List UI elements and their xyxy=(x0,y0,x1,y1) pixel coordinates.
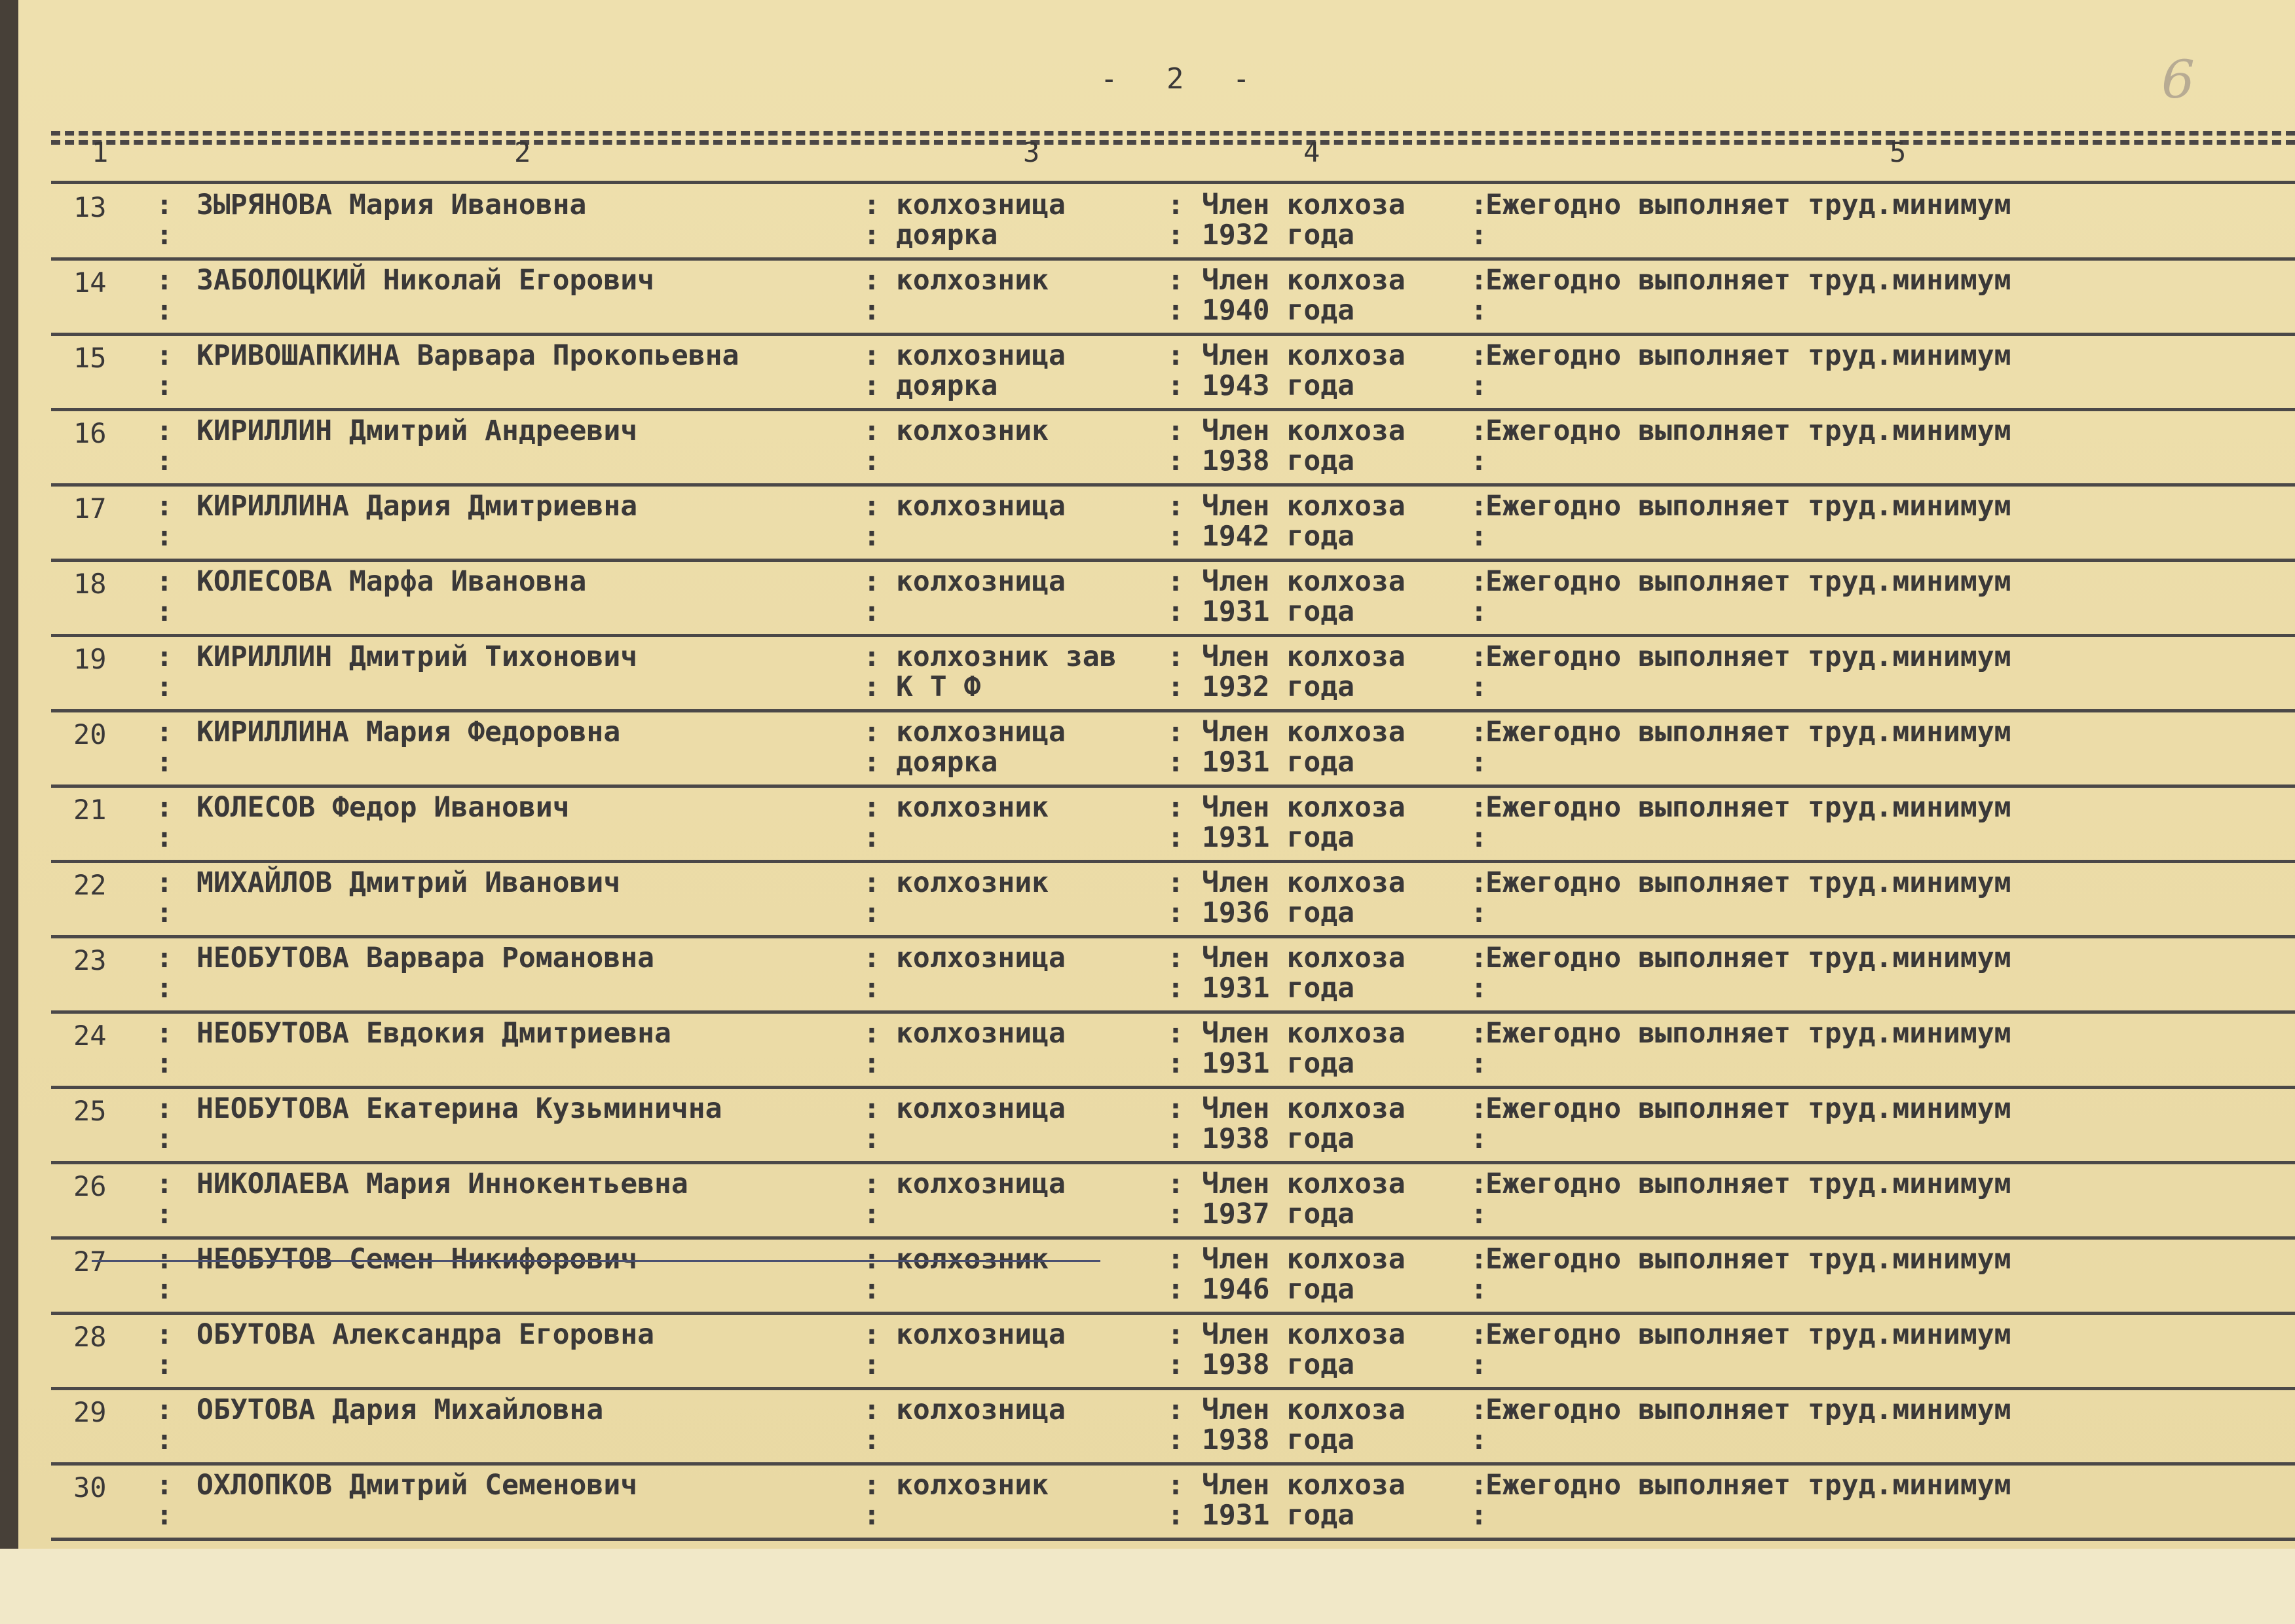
col-separator: : xyxy=(863,369,880,402)
col-separator: : xyxy=(863,339,880,372)
occupation: колхозница xyxy=(896,1168,1066,1200)
col-separator: : xyxy=(1167,1499,1184,1532)
col-separator: : xyxy=(1470,520,1487,553)
membership-status: Член колхоза xyxy=(1202,1393,1406,1426)
col-separator: : xyxy=(1167,1168,1184,1200)
membership-year: 1942 года xyxy=(1202,520,1354,553)
row-rule xyxy=(51,408,2295,411)
membership-status: Член колхоза xyxy=(1202,1017,1406,1050)
membership-status: Член колхоза xyxy=(1202,1243,1406,1276)
membership-year: 1931 года xyxy=(1202,972,1354,1005)
col-separator: : xyxy=(1470,1243,1487,1276)
col-separator: : xyxy=(1470,866,1487,899)
remark: Ежегодно выполняет труд.минимум xyxy=(1485,791,2011,824)
col-separator: : xyxy=(156,1047,173,1080)
header-rule xyxy=(51,181,2295,184)
member-name: КОЛЕСОВА Марфа Ивановна xyxy=(196,565,587,598)
col-separator: : xyxy=(1167,716,1184,748)
col-separator: : xyxy=(156,746,173,779)
member-name: КРИВОШАПКИНА Варвара Прокопьевна xyxy=(196,339,739,372)
col-separator: : xyxy=(156,1393,173,1426)
occupation: колхозник xyxy=(896,1469,1049,1502)
header-col-1: 1 xyxy=(92,136,109,168)
member-name: НЕОБУТОВА Варвара Романовна xyxy=(196,942,654,974)
col-separator: : xyxy=(156,942,173,974)
row-number: 29 xyxy=(73,1396,107,1428)
row-rule xyxy=(51,1538,2295,1541)
col-separator: : xyxy=(1167,1017,1184,1050)
remark: Ежегодно выполняет труд.минимум xyxy=(1485,565,2011,598)
col-separator: : xyxy=(1167,1348,1184,1381)
col-separator: : xyxy=(156,189,173,221)
col-separator: : xyxy=(1470,640,1487,673)
occupation: колхозница xyxy=(896,1318,1066,1351)
col-separator: : xyxy=(1167,1092,1184,1125)
occupation: колхозник xyxy=(896,415,1049,447)
row-number: 18 xyxy=(73,568,107,600)
col-separator: : xyxy=(1470,1469,1487,1502)
col-separator: : xyxy=(1470,415,1487,447)
header-col-2: 2 xyxy=(514,136,531,168)
col-separator: : xyxy=(156,1092,173,1125)
col-separator: : xyxy=(1167,821,1184,854)
col-separator: : xyxy=(863,490,880,523)
col-separator: : xyxy=(156,1243,173,1276)
col-separator: : xyxy=(863,942,880,974)
col-separator: : xyxy=(1470,1092,1487,1125)
member-name: НЕОБУТОВА Екатерина Кузьминична xyxy=(196,1092,722,1125)
row-rule xyxy=(51,709,2295,712)
col-separator: : xyxy=(1167,264,1184,297)
col-separator: : xyxy=(156,520,173,553)
col-separator: : xyxy=(1470,1424,1487,1456)
col-separator: : xyxy=(863,1318,880,1351)
col-separator: : xyxy=(1167,1273,1184,1306)
col-separator: : xyxy=(863,1424,880,1456)
remark: Ежегодно выполняет труд.минимум xyxy=(1485,1393,2011,1426)
member-name: КИРИЛЛИНА Дария Дмитриевна xyxy=(196,490,638,523)
col-separator: : xyxy=(863,716,880,748)
row-rule xyxy=(51,1387,2295,1390)
col-separator: : xyxy=(863,1092,880,1125)
col-separator: : xyxy=(1167,1318,1184,1351)
col-separator: : xyxy=(156,1318,173,1351)
remark: Ежегодно выполняет труд.минимум xyxy=(1485,716,2011,748)
row-rule xyxy=(51,333,2295,336)
col-separator: : xyxy=(1470,1017,1487,1050)
membership-status: Член колхоза xyxy=(1202,415,1406,447)
row-rule xyxy=(51,1161,2295,1164)
col-separator: : xyxy=(863,1122,880,1155)
col-separator: : xyxy=(863,791,880,824)
remark: Ежегодно выполняет труд.минимум xyxy=(1485,1168,2011,1200)
header-col-5: 5 xyxy=(1890,136,1907,168)
occupation: колхозник xyxy=(896,1243,1049,1276)
col-separator: : xyxy=(863,821,880,854)
header-double-rule-bottom xyxy=(51,140,2295,145)
row-rule xyxy=(51,1086,2295,1089)
row-number: 13 xyxy=(73,191,107,223)
col-separator: : xyxy=(863,415,880,447)
col-separator: : xyxy=(156,445,173,477)
col-separator: : xyxy=(1470,490,1487,523)
occupation: колхозница xyxy=(896,1092,1066,1125)
col-separator: : xyxy=(863,896,880,929)
col-separator: : xyxy=(863,294,880,327)
col-separator: : xyxy=(156,264,173,297)
scan-bottom-margin xyxy=(0,1549,2295,1624)
col-separator: : xyxy=(863,1348,880,1381)
occupation: колхозник xyxy=(896,791,1049,824)
row-number: 15 xyxy=(73,342,107,374)
row-number: 25 xyxy=(73,1095,107,1127)
occupation-detail: доярка xyxy=(896,369,998,402)
col-separator: : xyxy=(1167,1424,1184,1456)
col-separator: : xyxy=(1470,219,1487,251)
row-rule xyxy=(51,1236,2295,1240)
row-number: 22 xyxy=(73,869,107,901)
col-separator: : xyxy=(156,339,173,372)
col-separator: : xyxy=(863,1273,880,1306)
row-rule xyxy=(51,784,2295,788)
remark: Ежегодно выполняет труд.минимум xyxy=(1485,866,2011,899)
col-separator: : xyxy=(1470,896,1487,929)
col-separator: : xyxy=(1167,1047,1184,1080)
col-separator: : xyxy=(1167,746,1184,779)
col-separator: : xyxy=(863,746,880,779)
strikethrough-line xyxy=(92,1260,1100,1262)
col-separator: : xyxy=(1167,896,1184,929)
col-separator: : xyxy=(156,896,173,929)
membership-status: Член колхоза xyxy=(1202,942,1406,974)
col-separator: : xyxy=(1167,339,1184,372)
col-separator: : xyxy=(863,972,880,1005)
col-separator: : xyxy=(863,264,880,297)
remark: Ежегодно выполняет труд.минимум xyxy=(1485,1243,2011,1276)
col-separator: : xyxy=(1470,716,1487,748)
col-separator: : xyxy=(156,1168,173,1200)
col-separator: : xyxy=(156,490,173,523)
member-name: ОБУТОВА Дария Михайловна xyxy=(196,1393,604,1426)
col-separator: : xyxy=(156,369,173,402)
col-separator: : xyxy=(863,1198,880,1230)
membership-year: 1938 года xyxy=(1202,1424,1354,1456)
col-separator: : xyxy=(1470,1198,1487,1230)
member-name: ЗЫРЯНОВА Мария Ивановна xyxy=(196,189,587,221)
col-separator: : xyxy=(1470,294,1487,327)
col-separator: : xyxy=(1167,1122,1184,1155)
col-separator: : xyxy=(1470,791,1487,824)
member-name: ОХЛОПКОВ Дмитрий Семенович xyxy=(196,1469,638,1502)
remark: Ежегодно выполняет труд.минимум xyxy=(1485,1092,2011,1125)
col-separator: : xyxy=(156,1122,173,1155)
membership-status: Член колхоза xyxy=(1202,1469,1406,1502)
row-rule xyxy=(51,860,2295,863)
col-separator: : xyxy=(863,1168,880,1200)
row-rule xyxy=(51,559,2295,562)
remark: Ежегодно выполняет труд.минимум xyxy=(1485,942,2011,974)
col-separator: : xyxy=(1470,595,1487,628)
row-number: 23 xyxy=(73,944,107,976)
row-rule xyxy=(51,935,2295,938)
col-separator: : xyxy=(1470,339,1487,372)
col-separator: : xyxy=(156,565,173,598)
col-separator: : xyxy=(1470,369,1487,402)
occupation: колхозница xyxy=(896,565,1066,598)
col-separator: : xyxy=(156,1424,173,1456)
membership-year: 1936 года xyxy=(1202,896,1354,929)
row-rule xyxy=(51,257,2295,261)
col-separator: : xyxy=(1470,189,1487,221)
membership-status: Член колхоза xyxy=(1202,264,1406,297)
header-col-4: 4 xyxy=(1303,136,1320,168)
membership-status: Член колхоза xyxy=(1202,716,1406,748)
scan-left-edge xyxy=(0,0,18,1624)
col-separator: : xyxy=(1470,942,1487,974)
col-separator: : xyxy=(1167,671,1184,703)
membership-status: Член колхоза xyxy=(1202,1168,1406,1200)
col-separator: : xyxy=(1167,219,1184,251)
col-separator: : xyxy=(1167,1393,1184,1426)
occupation-detail: доярка xyxy=(896,746,998,779)
col-separator: : xyxy=(156,1198,173,1230)
remark: Ежегодно выполняет труд.минимум xyxy=(1485,1318,2011,1351)
col-separator: : xyxy=(863,1499,880,1532)
row-number: 27 xyxy=(73,1246,107,1278)
col-separator: : xyxy=(156,866,173,899)
member-name: ЗАБОЛОЦКИЙ Николай Егорович xyxy=(196,264,654,297)
row-number: 30 xyxy=(73,1471,107,1504)
col-separator: : xyxy=(1470,972,1487,1005)
col-separator: : xyxy=(156,791,173,824)
row-number: 20 xyxy=(73,718,107,750)
row-rule xyxy=(51,1462,2295,1466)
col-separator: : xyxy=(863,1047,880,1080)
member-name: НИКОЛАЕВА Мария Иннокентьевна xyxy=(196,1168,688,1200)
col-separator: : xyxy=(863,189,880,221)
col-separator: : xyxy=(1167,595,1184,628)
col-separator: : xyxy=(156,219,173,251)
member-name: КИРИЛЛИНА Мария Федоровна xyxy=(196,716,621,748)
col-separator: : xyxy=(1470,1168,1487,1200)
col-separator: : xyxy=(1167,369,1184,402)
membership-year: 1938 года xyxy=(1202,1348,1354,1381)
col-separator: : xyxy=(1167,1469,1184,1502)
membership-status: Член колхоза xyxy=(1202,1318,1406,1351)
occupation: колхозница xyxy=(896,1017,1066,1050)
col-separator: : xyxy=(156,671,173,703)
col-separator: : xyxy=(1470,565,1487,598)
col-separator: : xyxy=(156,1499,173,1532)
col-separator: : xyxy=(863,1243,880,1276)
row-number: 28 xyxy=(73,1321,107,1353)
col-separator: : xyxy=(1470,1273,1487,1306)
col-separator: : xyxy=(1167,942,1184,974)
col-separator: : xyxy=(1167,490,1184,523)
remark: Ежегодно выполняет труд.минимум xyxy=(1485,1469,2011,1502)
col-separator: : xyxy=(863,671,880,703)
col-separator: : xyxy=(156,716,173,748)
col-separator: : xyxy=(1470,746,1487,779)
col-separator: : xyxy=(156,415,173,447)
membership-status: Член колхоза xyxy=(1202,339,1406,372)
member-name: КОЛЕСОВ Федор Иванович xyxy=(196,791,570,824)
col-separator: : xyxy=(1167,866,1184,899)
member-name: МИХАЙЛОВ Дмитрий Иванович xyxy=(196,866,621,899)
col-separator: : xyxy=(863,866,880,899)
col-separator: : xyxy=(156,1348,173,1381)
occupation: колхозник xyxy=(896,264,1049,297)
col-separator: : xyxy=(863,565,880,598)
col-separator: : xyxy=(1167,445,1184,477)
col-separator: : xyxy=(156,640,173,673)
row-rule xyxy=(51,634,2295,637)
col-separator: : xyxy=(156,1017,173,1050)
membership-year: 1931 года xyxy=(1202,1047,1354,1080)
member-name: КИРИЛЛИН Дмитрий Тихонович xyxy=(196,640,638,673)
remark: Ежегодно выполняет труд.минимум xyxy=(1485,264,2011,297)
header-col-3: 3 xyxy=(1023,136,1040,168)
membership-year: 1932 года xyxy=(1202,219,1354,251)
col-separator: : xyxy=(1167,520,1184,553)
row-rule xyxy=(51,1010,2295,1014)
occupation-detail: К Т Ф xyxy=(896,671,981,703)
col-separator: : xyxy=(863,1017,880,1050)
col-separator: : xyxy=(1470,1348,1487,1381)
col-separator: : xyxy=(156,821,173,854)
col-separator: : xyxy=(863,1469,880,1502)
col-separator: : xyxy=(1470,1318,1487,1351)
occupation: колхозница xyxy=(896,189,1066,221)
remark: Ежегодно выполняет труд.минимум xyxy=(1485,1017,2011,1050)
occupation: колхозница xyxy=(896,1393,1066,1426)
col-separator: : xyxy=(1470,1122,1487,1155)
membership-year: 1938 года xyxy=(1202,1122,1354,1155)
membership-year: 1943 года xyxy=(1202,369,1354,402)
membership-status: Член колхоза xyxy=(1202,1092,1406,1125)
membership-year: 1938 года xyxy=(1202,445,1354,477)
document-page xyxy=(18,0,2295,1549)
remark: Ежегодно выполняет труд.минимум xyxy=(1485,415,2011,447)
remark: Ежегодно выполняет труд.минимум xyxy=(1485,640,2011,673)
occupation: колхозница xyxy=(896,339,1066,372)
page-number: - 2 - xyxy=(1100,62,1266,96)
membership-year: 1937 года xyxy=(1202,1198,1354,1230)
col-separator: : xyxy=(1167,565,1184,598)
row-number: 21 xyxy=(73,794,107,826)
margin-pencil-note: 6 xyxy=(2161,49,2195,110)
col-separator: : xyxy=(863,595,880,628)
row-rule xyxy=(51,483,2295,487)
membership-year: 1931 года xyxy=(1202,595,1354,628)
membership-status: Член колхоза xyxy=(1202,189,1406,221)
col-separator: : xyxy=(1470,445,1487,477)
row-number: 19 xyxy=(73,643,107,675)
col-separator: : xyxy=(1167,1198,1184,1230)
membership-year: 1932 года xyxy=(1202,671,1354,703)
membership-year: 1931 года xyxy=(1202,1499,1354,1532)
membership-year: 1931 года xyxy=(1202,821,1354,854)
col-separator: : xyxy=(1167,1243,1184,1276)
occupation: колхозник xyxy=(896,866,1049,899)
col-separator: : xyxy=(156,1273,173,1306)
col-separator: : xyxy=(1470,264,1487,297)
col-separator: : xyxy=(156,294,173,327)
col-separator: : xyxy=(1470,1393,1487,1426)
membership-status: Член колхоза xyxy=(1202,640,1406,673)
col-separator: : xyxy=(1167,189,1184,221)
member-name: НЕОБУТОВА Евдокия Дмитриевна xyxy=(196,1017,671,1050)
col-separator: : xyxy=(863,445,880,477)
remark: Ежегодно выполняет труд.минимум xyxy=(1485,189,2011,221)
occupation: колхозница xyxy=(896,490,1066,523)
occupation-detail: доярка xyxy=(896,219,998,251)
col-separator: : xyxy=(1167,640,1184,673)
col-separator: : xyxy=(863,219,880,251)
col-separator: : xyxy=(1470,1047,1487,1080)
col-separator: : xyxy=(156,1469,173,1502)
occupation: колхозник зав xyxy=(896,640,1117,673)
col-separator: : xyxy=(1470,1499,1487,1532)
row-number: 14 xyxy=(73,267,107,299)
col-separator: : xyxy=(1167,791,1184,824)
row-rule xyxy=(51,1312,2295,1315)
row-number: 26 xyxy=(73,1170,107,1202)
row-number: 24 xyxy=(73,1020,107,1052)
occupation: колхозница xyxy=(896,942,1066,974)
col-separator: : xyxy=(863,640,880,673)
header-double-rule-top xyxy=(51,131,2295,136)
membership-year: 1946 года xyxy=(1202,1273,1354,1306)
membership-year: 1931 года xyxy=(1202,746,1354,779)
membership-status: Член колхоза xyxy=(1202,565,1406,598)
member-name: ОБУТОВА Александра Егоровна xyxy=(196,1318,654,1351)
row-number: 16 xyxy=(73,417,107,449)
col-separator: : xyxy=(1167,294,1184,327)
member-name: КИРИЛЛИН Дмитрий Андреевич xyxy=(196,415,638,447)
membership-status: Член колхоза xyxy=(1202,866,1406,899)
membership-year: 1940 года xyxy=(1202,294,1354,327)
row-number: 17 xyxy=(73,492,107,525)
member-name: НЕОБУТОВ Семен Никифорович xyxy=(196,1243,638,1276)
col-separator: : xyxy=(1470,671,1487,703)
remark: Ежегодно выполняет труд.минимум xyxy=(1485,339,2011,372)
col-separator: : xyxy=(1167,415,1184,447)
membership-status: Член колхоза xyxy=(1202,791,1406,824)
col-separator: : xyxy=(156,972,173,1005)
membership-status: Член колхоза xyxy=(1202,490,1406,523)
occupation: колхозница xyxy=(896,716,1066,748)
col-separator: : xyxy=(1167,972,1184,1005)
col-separator: : xyxy=(1470,821,1487,854)
col-separator: : xyxy=(863,520,880,553)
col-separator: : xyxy=(156,595,173,628)
col-separator: : xyxy=(863,1393,880,1426)
remark: Ежегодно выполняет труд.минимум xyxy=(1485,490,2011,523)
